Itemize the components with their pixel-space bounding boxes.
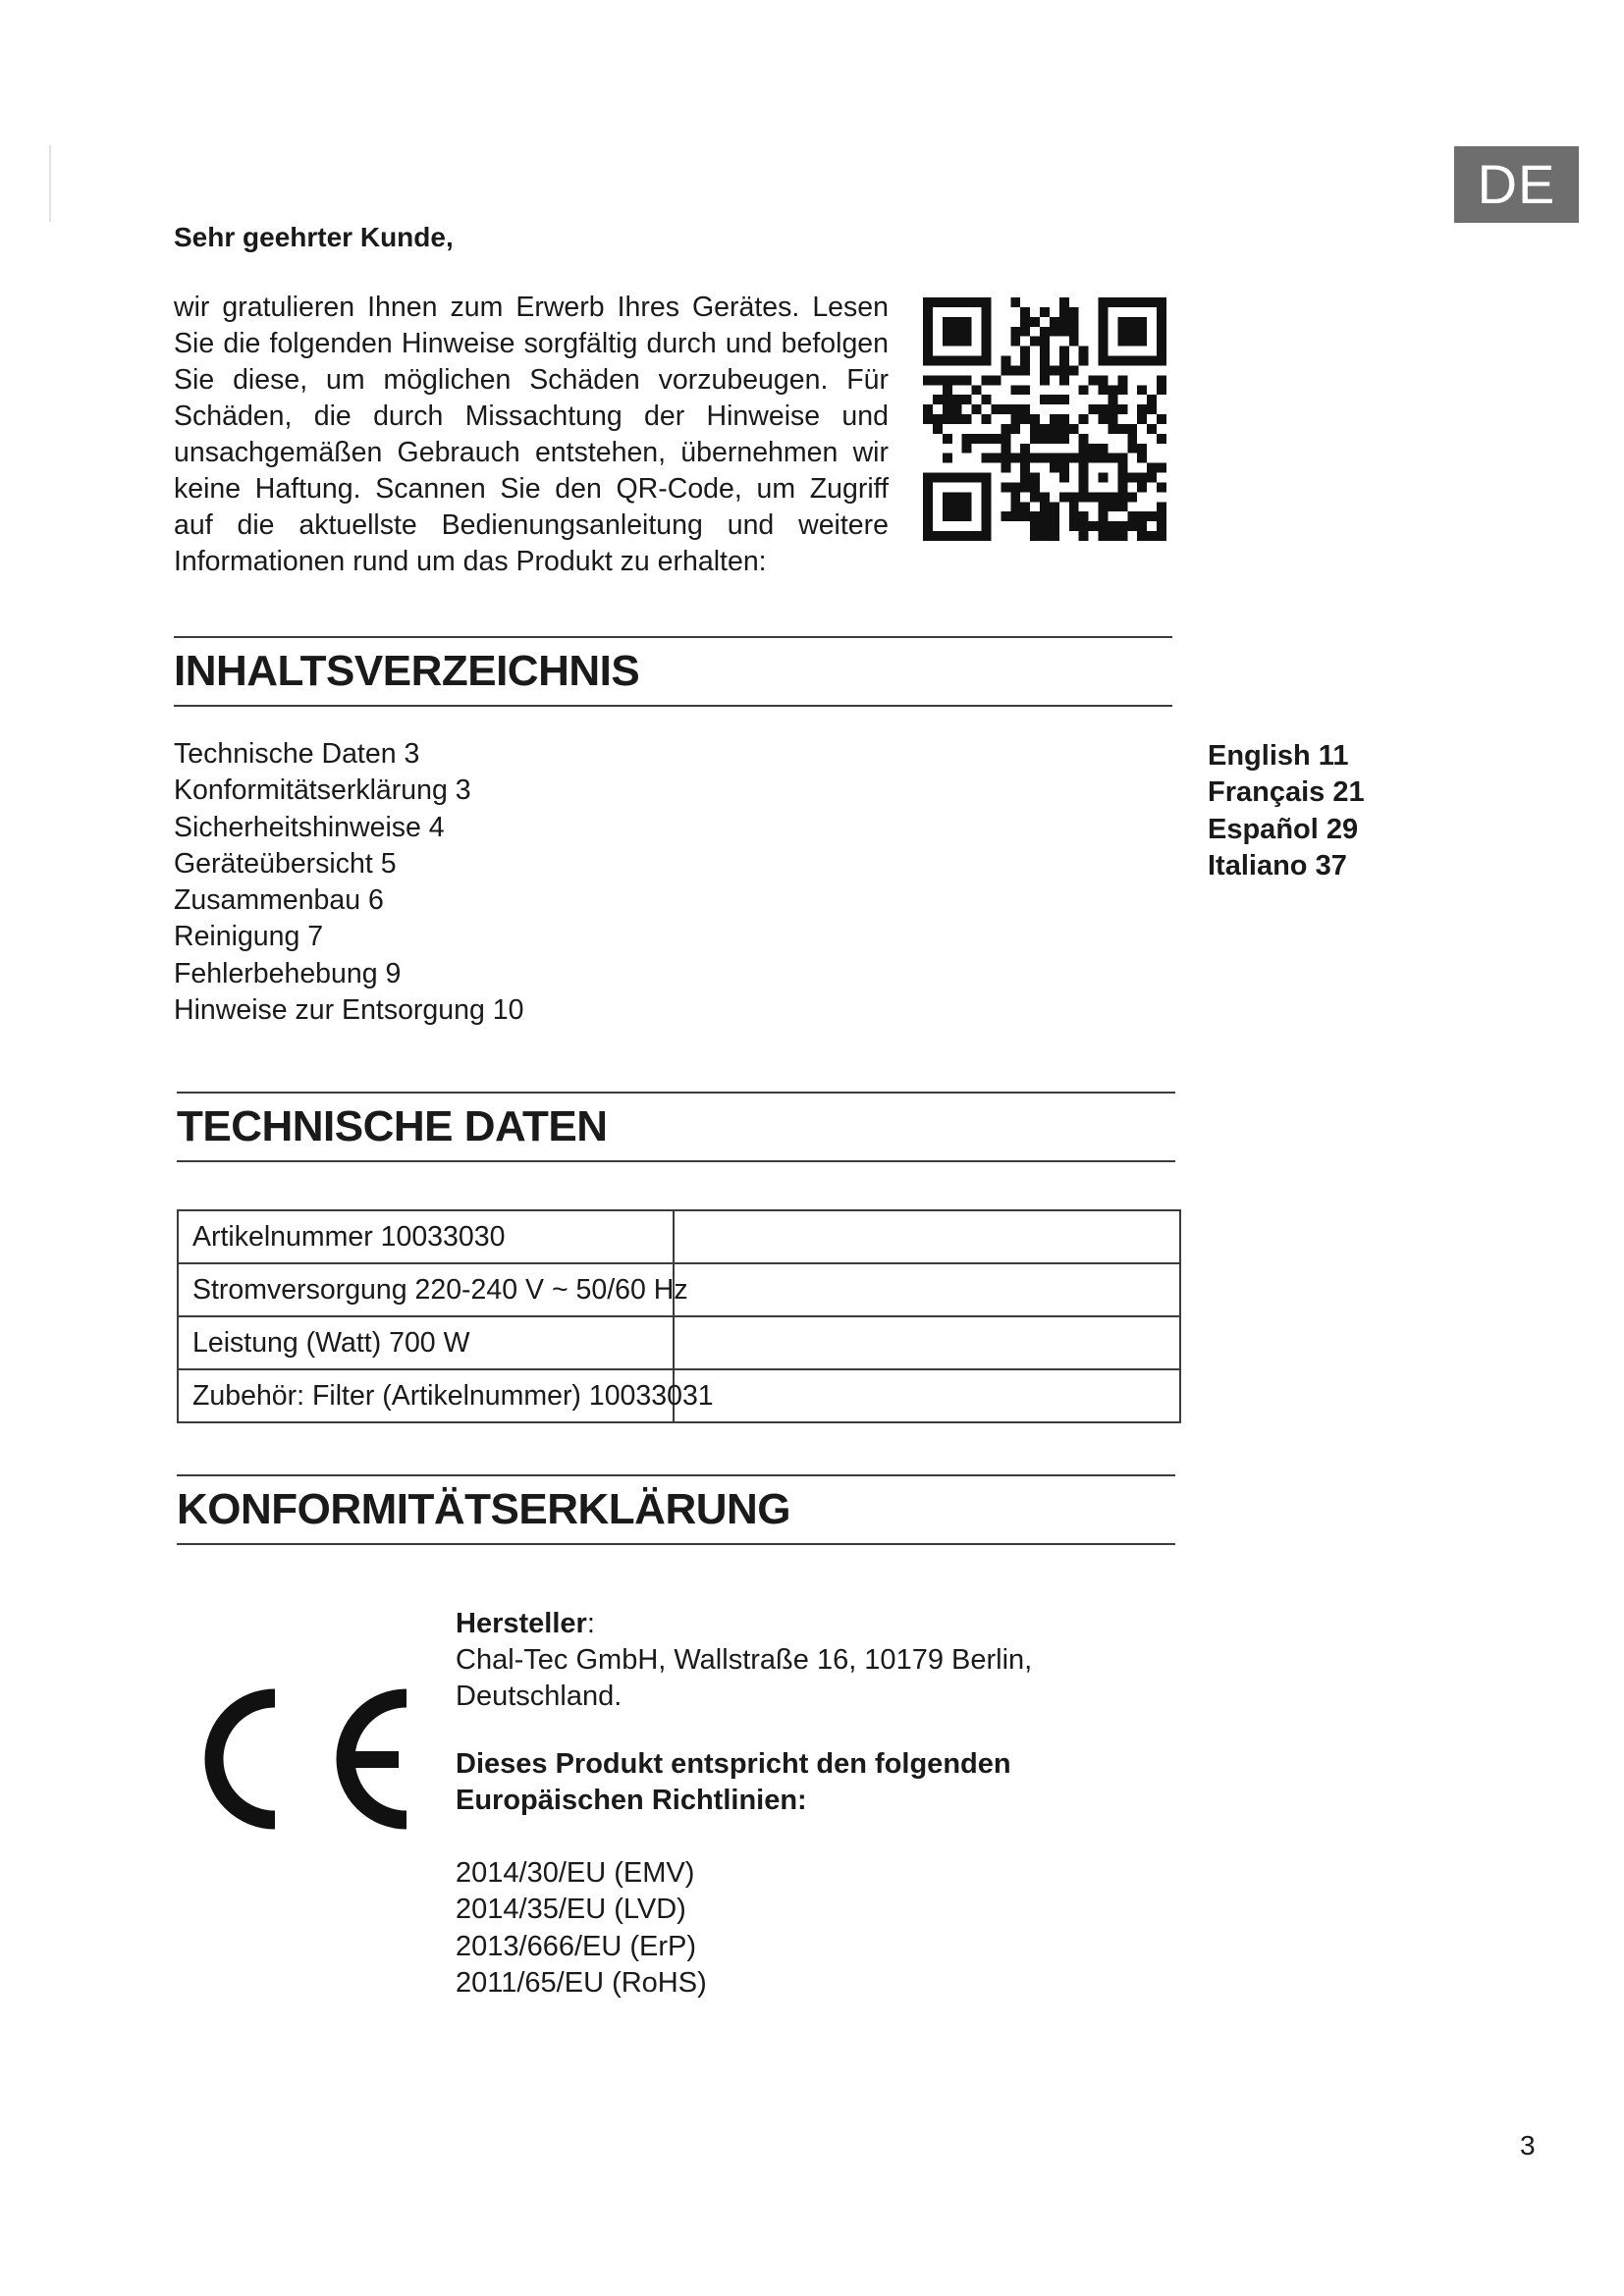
- qr-code-icon[interactable]: [923, 297, 1166, 541]
- directive-item: 2014/35/EU (LVD): [456, 1894, 686, 1926]
- toc-item[interactable]: Reinigung 7: [174, 921, 324, 953]
- directive-list: [456, 1855, 707, 2002]
- spec-cell-empty: [674, 1210, 1180, 1263]
- toc-item[interactable]: Fehlerbehebung 9: [174, 957, 402, 989]
- spec-artikelnummer: Artikelnummer 10033030: [192, 1220, 506, 1253]
- conformity-heading: KONFORMITÄTSERKLÄRUNG: [177, 1485, 791, 1533]
- toc-heading: INHALTSVERZEICHNIS: [174, 647, 640, 695]
- ce-mark-icon: [200, 1681, 418, 1838]
- table-row: [178, 1316, 1180, 1369]
- tech-rule-bottom: [177, 1160, 1175, 1162]
- salutation: Sehr geehrter Kunde,: [174, 222, 454, 252]
- manufacturer-label: Hersteller: [456, 1608, 587, 1639]
- binder-line: [49, 145, 51, 222]
- toc-item[interactable]: Konformitätserklärung 3: [174, 774, 471, 807]
- toc-item[interactable]: Geräteübersicht 5: [174, 847, 397, 880]
- language-item-italiano[interactable]: Italiano 37: [1208, 849, 1347, 881]
- spec-stromversorgung: Stromversorgung 220-240 V ~ 50/60 Hz: [192, 1273, 688, 1306]
- spec-cell-empty: [674, 1369, 1180, 1422]
- spec-cell: [178, 1316, 674, 1369]
- tech-rule-top: [177, 1092, 1175, 1094]
- spec-leistung: Leistung (Watt) 700 W: [192, 1326, 470, 1359]
- table-row: [178, 1263, 1180, 1316]
- spec-cell-empty: [674, 1316, 1180, 1369]
- manufacturer-line: [456, 1606, 595, 1642]
- conformity-rule-bottom: [177, 1543, 1175, 1545]
- statement-line-1: Dieses Produkt entspricht den folgenden: [456, 1748, 1011, 1780]
- spec-zubehoer: Zubehör: Filter (Artikelnummer) 10033031: [192, 1379, 714, 1412]
- spec-cell: [178, 1210, 674, 1263]
- language-item-francais[interactable]: Français 21: [1208, 776, 1365, 809]
- page-number: 3: [1520, 2130, 1536, 2161]
- manufacturer-colon: :: [586, 1608, 595, 1639]
- toc-item[interactable]: Sicherheitshinweise 4: [174, 811, 445, 843]
- spec-table: [177, 1209, 1181, 1423]
- table-row: [178, 1369, 1180, 1422]
- language-tab: DE: [1454, 146, 1579, 223]
- spec-cell: [178, 1263, 688, 1316]
- toc-item[interactable]: Zusammenbau 6: [174, 884, 384, 917]
- directive-item: 2014/30/EU (EMV): [456, 1857, 695, 1889]
- spec-cell: [178, 1369, 714, 1422]
- language-item-espanol[interactable]: Español 29: [1208, 813, 1359, 845]
- directive-item: 2011/65/EU (RoHS): [456, 1966, 707, 1999]
- table-row: [178, 1210, 1180, 1263]
- conformity-rule-top: [177, 1474, 1175, 1476]
- toc-item[interactable]: Hinweise zur Entsorgung 10: [174, 994, 524, 1027]
- toc-item[interactable]: Technische Daten 3: [174, 738, 420, 770]
- intro-paragraph: wir gratulieren Ihnen zum Erwerb Ihres Gerätes. Lesen Sie die folgenden Hinweise sorgfältig durch und befolgen Sie diese, um möglichen Schäden vorzubeugen. Für Schäden, die durch Missachtung der Hinweise und unsachgemäßen Gebrauch entstehen, übernehmen wir keine Haftung. Scannen Sie den QR-Code, um Zugriff auf die aktuellste Bedienungsanleitung und weitere Informationen rund um das Produkt zu erhalten:: [174, 292, 889, 577]
- manufacturer-address-2: Deutschland.: [456, 1681, 623, 1712]
- toc-list: [174, 736, 523, 1029]
- language-item-english[interactable]: English 11: [1208, 740, 1349, 772]
- language-list: [1208, 738, 1365, 884]
- directive-item: 2013/666/EU (ErP): [456, 1930, 697, 1962]
- tech-heading: TECHNISCHE DATEN: [177, 1102, 608, 1150]
- statement-line-2: Europäischen Richtlinien:: [456, 1785, 807, 1816]
- toc-rule-top: [174, 636, 1172, 638]
- toc-rule-bottom: [174, 705, 1172, 707]
- spec-cell-empty: [674, 1263, 1180, 1316]
- manufacturer-address-1: Chal-Tec GmbH, Wallstraße 16, 10179 Berlin,: [456, 1644, 1033, 1676]
